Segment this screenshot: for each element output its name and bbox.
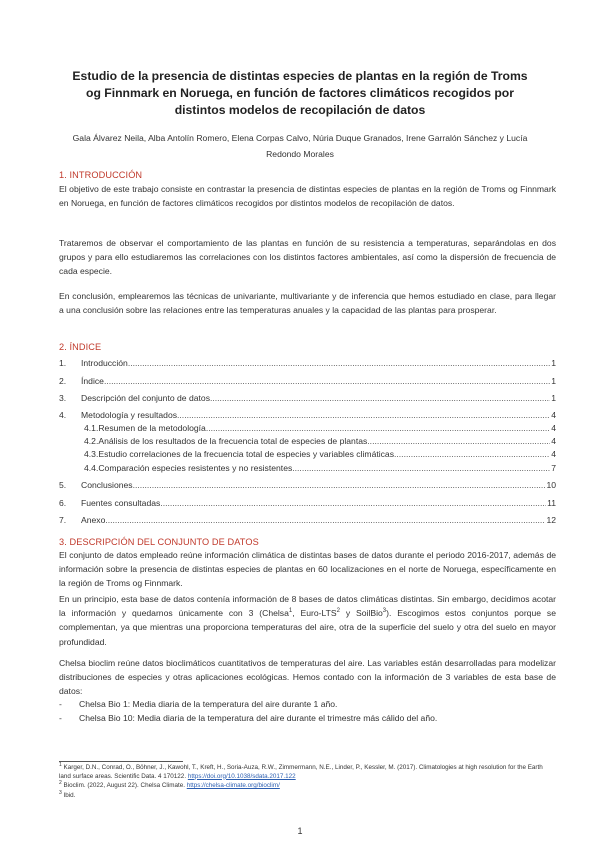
- intro-paragraph-2: Trataremos de observar el comportamiento de las plantas en función de su resistencia a temperaturas, separándolas en dos grupos y para ello estudiaremos las correlaciones con los distintos factores ambientales, así como la dispersión de frecuencia de cada especie.: [59, 238, 556, 277]
- toc-leader-dots: [104, 374, 550, 388]
- toc-entry-page: 4: [551, 410, 556, 420]
- toc-entry-page: 11: [547, 498, 556, 508]
- toc-entry-page: 4: [551, 423, 556, 433]
- footnote-number: 2: [59, 779, 62, 786]
- dataset-paragraph-2-text-d: ). Escogimos estos conjuntos porque se complementan, ya que mientras una proporciona temperaturas del aire, otra de la superficie del suelo y otra del suelo en mayor profundidad.: [59, 608, 556, 647]
- toc-leader-dots: [206, 421, 550, 435]
- dataset-paragraph-2-text-a: En un principio, esta base de datos contenía información de 8 bases de datos climáticas distintas. Sin embargo, decidimos acotar la información y quedarnos únicamente con 3 (Chelsa: [59, 594, 556, 619]
- toc-entry-number: 7.: [59, 515, 67, 525]
- footnote-text: Karger, D.N., Conrad, O., Böhner, J., Kawohl, T., Kreft, H., Soria-Auza, R.W., Zimmermann, N.E., Linder, P., Kessler, M. (2017). Climatologies at high resolution for the Earth land surface areas. Scientific Data. 4 170122.: [59, 764, 543, 780]
- toc-entry-label: Introducción: [81, 358, 128, 368]
- footnote-link[interactable]: https://doi.org/10.1038/sdata.2017.122: [187, 772, 296, 780]
- toc-entry-label: 4.2.Análisis de los resultados de la frecuencia total de especies de plantas: [84, 436, 368, 446]
- footnote-1: [59, 761, 556, 781]
- toc-entry-label: 4.4.Comparación especies resistentes y no resistentes: [84, 463, 293, 473]
- dataset-paragraph-2-text-c: y SoilBio: [339, 608, 383, 619]
- footnote-ref-1[interactable]: 1: [288, 608, 293, 615]
- toc-entry-page: 10: [546, 480, 556, 490]
- toc-entry-number: 6.: [59, 498, 67, 508]
- toc-subentry[interactable]: [84, 461, 556, 475]
- toc-leader-dots: [367, 434, 550, 448]
- toc-entry-page: 7: [551, 463, 556, 473]
- toc-leader-dots: [177, 408, 550, 422]
- list-item: [59, 711, 437, 725]
- toc-entry-label: Índice: [81, 376, 104, 386]
- dataset-paragraph-2: [59, 592, 556, 649]
- dataset-paragraph-3: Chelsa bioclim reúne datos bioclimáticos cuantitativos de temperaturas del aire. Las variables están desarrolladas para modelizar distribuciones de especies y otras aplicaciones ecológicas. Hemos contado con la información de 3 variables de esta base de datos:: [59, 658, 556, 697]
- heading-descripcion-datos: 3. DESCRIPCIÓN DEL CONJUNTO DE DATOS: [59, 537, 259, 547]
- toc-entry-page: 4: [551, 436, 556, 446]
- toc-entry-page: 12: [546, 515, 556, 525]
- toc-subentry[interactable]: [84, 434, 556, 448]
- toc-leader-dots: [160, 496, 546, 510]
- footnote-number: 3: [59, 789, 62, 796]
- toc-subentry[interactable]: [84, 421, 556, 435]
- footnote-ref-3[interactable]: 3: [382, 608, 387, 615]
- toc-entry[interactable]: [59, 496, 556, 510]
- dataset-paragraph-1: El conjunto de datos empleado reúne información climática de distintas bases de datos durante el periodo 2016-2017, además de información sobre la presencia de distintas especies de plantas en 60 localizaciones en el norte de Noruega, específicamente en la región de Troms og Finnmark.: [59, 550, 556, 589]
- toc-entry-label: 4.3.Estudio correlaciones de la frecuencia total de especies y variables climáticas: [84, 449, 395, 459]
- toc-entry-label: Descripción del conjunto de datos: [81, 393, 210, 403]
- toc-subentry[interactable]: [84, 447, 556, 461]
- document-title: Estudio de la presencia de distintas especies de plantas en la región de Troms og Finnmark en Noruega, en función de factores climáticos recogidos por distintos modelos de recopilación de datos: [72, 69, 528, 117]
- toc-entry-page: 1: [551, 376, 556, 386]
- toc-leader-dots: [394, 447, 550, 461]
- toc-entry-label: Metodología y resultados: [81, 410, 178, 420]
- intro-paragraph-1: El objetivo de este trabajo consiste en contrastar la presencia de distintas especies de plantas en la región de Troms og Finnmark en Noruega, en función de factores climáticos recogidos por distintos modelos de recopilación de datos.: [59, 184, 556, 209]
- toc-entry[interactable]: [59, 408, 556, 422]
- toc-entry[interactable]: [59, 513, 556, 527]
- toc-entry-page: 1: [551, 393, 556, 403]
- author-list: Gala Álvarez Neila, Alba Antolín Romero, Elena Corpas Calvo, Núria Duque Granados, Irene Garralón Sánchez y Lucía Redondo Morales: [72, 133, 528, 159]
- heading-indice: 2. ÍNDICE: [59, 342, 102, 352]
- intro-paragraph-3: En conclusión, emplearemos las técnicas de univariante, multivariante y de inferencia que hemos estudiado en clase, para llegar a una conclusión sobre las relaciones entre las temperaturas anuales y la capacidad de las plantas para prosperar.: [59, 291, 556, 316]
- toc-entry-number: 4.: [59, 410, 67, 420]
- footnote-divider: [59, 761, 183, 762]
- toc-entry[interactable]: [59, 478, 556, 492]
- toc-leader-dots: [105, 513, 545, 527]
- toc-entry[interactable]: [59, 391, 556, 405]
- toc-entry-label: 4.1.Resumen de la metodología: [84, 423, 206, 433]
- heading-introduccion: 1. INTRODUCCIÓN: [59, 170, 143, 180]
- toc-leader-dots: [292, 461, 550, 475]
- toc-entry-label: Fuentes consultadas: [81, 498, 161, 508]
- toc-entry-page: 1: [551, 358, 556, 368]
- toc-entry[interactable]: [59, 374, 556, 388]
- footnote-text: Bioclim. (2022, August 22). Chelsa Climate.: [63, 782, 185, 789]
- toc-entry-number: 2.: [59, 376, 67, 386]
- toc-entry-label: Anexo: [81, 515, 106, 525]
- toc-leader-dots: [128, 356, 550, 370]
- toc-entry-number: 5.: [59, 480, 67, 490]
- toc-entry-page: 4: [551, 449, 556, 459]
- list-item: [59, 697, 337, 711]
- page-number: 1: [297, 826, 303, 836]
- bullet-dash: -: [59, 699, 62, 709]
- toc-entry-label: Conclusiones: [81, 480, 133, 490]
- bullet-dash: -: [59, 713, 62, 723]
- toc-leader-dots: [133, 478, 546, 492]
- toc-leader-dots: [210, 391, 550, 405]
- footnote-text: Ibid.: [63, 792, 76, 799]
- footnote-2: [59, 779, 556, 791]
- toc-entry-number: 3.: [59, 393, 67, 403]
- footnote-number: 1: [59, 761, 62, 768]
- dataset-paragraph-2-text-b: , Euro-LTS: [292, 608, 337, 619]
- list-item-text: Chelsa Bio 1: Media diaria de la temperatura del aire durante 1 año.: [79, 699, 338, 709]
- footnote-3: [59, 789, 556, 801]
- toc-entry-number: 1.: [59, 358, 67, 368]
- list-item-text: Chelsa Bio 10: Media diaria de la temperatura del aire durante el trimestre más cálido del año.: [79, 713, 438, 723]
- footnote-ref-2[interactable]: 2: [336, 608, 340, 615]
- toc-entry[interactable]: [59, 356, 556, 370]
- footnote-link[interactable]: https://chelsa-climate.org/bioclim/: [186, 782, 280, 789]
